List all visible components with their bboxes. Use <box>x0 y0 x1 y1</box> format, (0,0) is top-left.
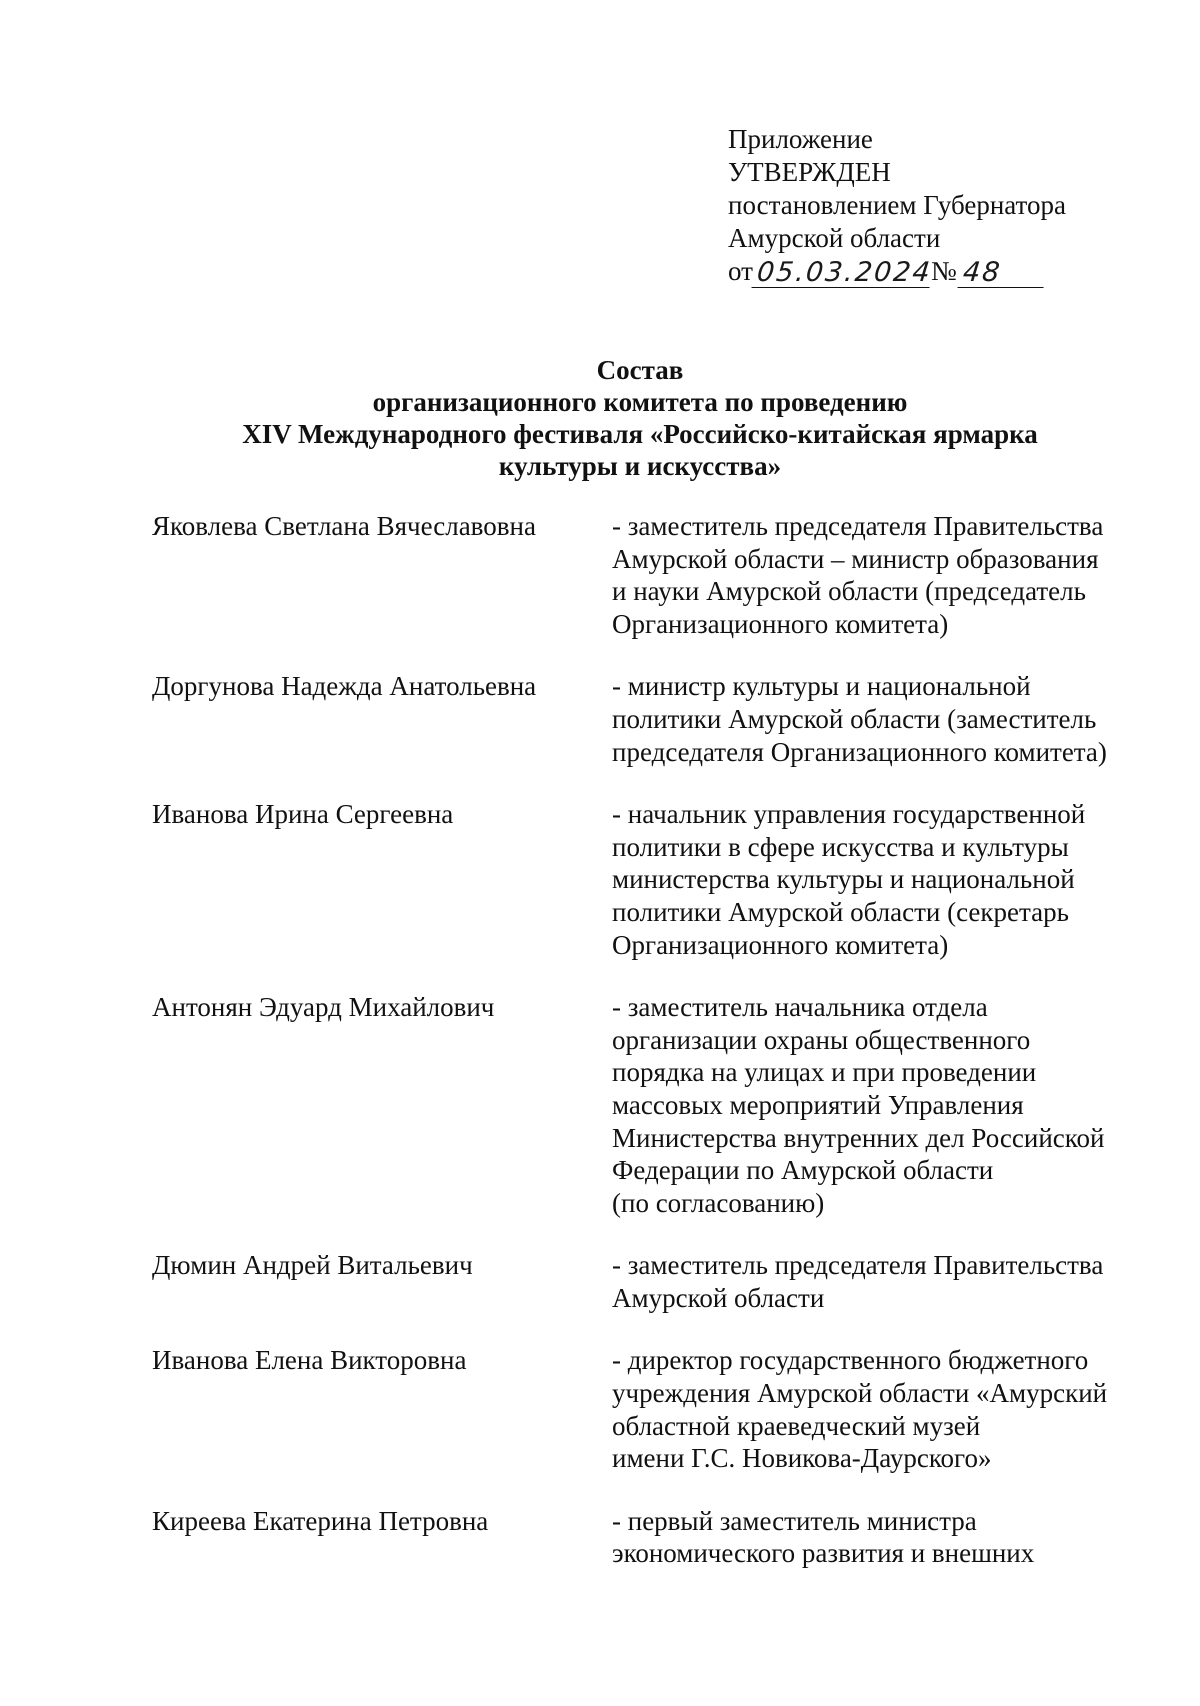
date-number-line <box>728 255 1168 288</box>
member-role-line: организации охраны общественного <box>612 1024 1031 1055</box>
date-prefix: от <box>728 256 753 286</box>
member-row <box>152 1505 1152 1570</box>
member-role <box>612 798 1152 961</box>
title-line-2: организационного комитета по проведению <box>372 387 908 417</box>
decree-label: постановлением Губернатора <box>728 190 1066 220</box>
title-line-1: Состав <box>596 355 684 385</box>
handwritten-number: 48 <box>957 259 1046 288</box>
member-role-line: председателя Организационного комитета) <box>612 736 1107 767</box>
approved-label: УТВЕРЖДЕН <box>728 157 891 187</box>
number-sign: № <box>930 256 957 286</box>
member-role-line: экономического развития и внешних <box>612 1538 1035 1569</box>
member-role <box>612 991 1152 1219</box>
member-role-line: Организационного комитета) <box>612 608 949 639</box>
member-role-line: - министр культуры и национальной <box>612 671 1031 702</box>
member-role <box>612 510 1152 640</box>
member-name: Иванова Ирина Сергеевна <box>152 799 454 830</box>
member-name: Киреева Екатерина Петровна <box>152 1505 489 1536</box>
member-role-line: Амурской области – министр образования <box>612 543 1099 574</box>
member-row <box>152 991 1152 1219</box>
member-role <box>612 1344 1152 1474</box>
member-name: Антонян Эдуард Михайлович <box>152 992 495 1023</box>
member-role-line: массовых мероприятий Управления <box>612 1089 1024 1120</box>
member-row <box>152 670 1152 768</box>
member-role-line: порядка на улицах и при проведении <box>612 1057 1037 1088</box>
member-role-line: Министерства внутренних дел Российской <box>612 1122 1105 1153</box>
member-role-line: политики Амурской области (секретарь <box>612 896 1069 927</box>
member-row <box>152 1344 1152 1474</box>
member-name: Дюмин Андрей Витальевич <box>152 1250 473 1281</box>
document-title <box>150 354 1130 482</box>
member-role-line: учреждения Амурской области «Амурский <box>612 1378 1108 1409</box>
member-row <box>152 510 1152 640</box>
member-role-line: - заместитель председателя Правительства <box>612 1250 1104 1281</box>
member-role-line: политики в сфере искусства и культуры <box>612 831 1069 862</box>
approval-block <box>728 123 1168 288</box>
member-role-line: министерства культуры и национальной <box>612 864 1075 895</box>
member-role-line: Организационного комитета) <box>612 929 949 960</box>
member-role-line: областной краеведческий музей <box>612 1410 981 1441</box>
member-name: Яковлева Светлана Вячеславовна <box>152 511 536 541</box>
member-role-line: - первый заместитель министра <box>612 1505 977 1536</box>
member-role-line: и науки Амурской области (председатель <box>612 576 1086 607</box>
member-role-line: политики Амурской области (заместитель <box>612 703 1097 734</box>
member-role-line: (по согласованию) <box>612 1187 825 1218</box>
member-role-line: - заместитель председателя Правительства <box>612 511 1104 541</box>
member-row <box>152 1249 1152 1314</box>
appendix-label: Приложение <box>728 124 873 154</box>
member-role <box>612 670 1152 768</box>
handwritten-date: 05.03.2024 <box>751 259 932 288</box>
region-label: Амурской области <box>728 223 941 253</box>
member-role-line: имени Г.С. Новикова-Даурского» <box>612 1443 992 1474</box>
member-role <box>612 1505 1152 1570</box>
member-role-line: - начальник управления государственной <box>612 799 1086 830</box>
member-role-line: - директор государственного бюджетного <box>612 1345 1089 1376</box>
member-name: Доргунова Надежда Анатольевна <box>152 671 537 702</box>
members-list <box>152 510 1152 1570</box>
member-role-line: Амурской области <box>612 1282 825 1313</box>
title-line-3: XIV Международного фестиваля «Российско-китайская ярмарка <box>242 419 1038 449</box>
member-name: Иванова Елена Викторовна <box>152 1345 467 1376</box>
member-row <box>152 798 1152 961</box>
member-role-line: - заместитель начальника отдела <box>612 992 988 1023</box>
member-role-line: Федерации по Амурской области <box>612 1155 994 1186</box>
member-role <box>612 1249 1152 1314</box>
title-line-4: культуры и искусства» <box>498 451 782 481</box>
